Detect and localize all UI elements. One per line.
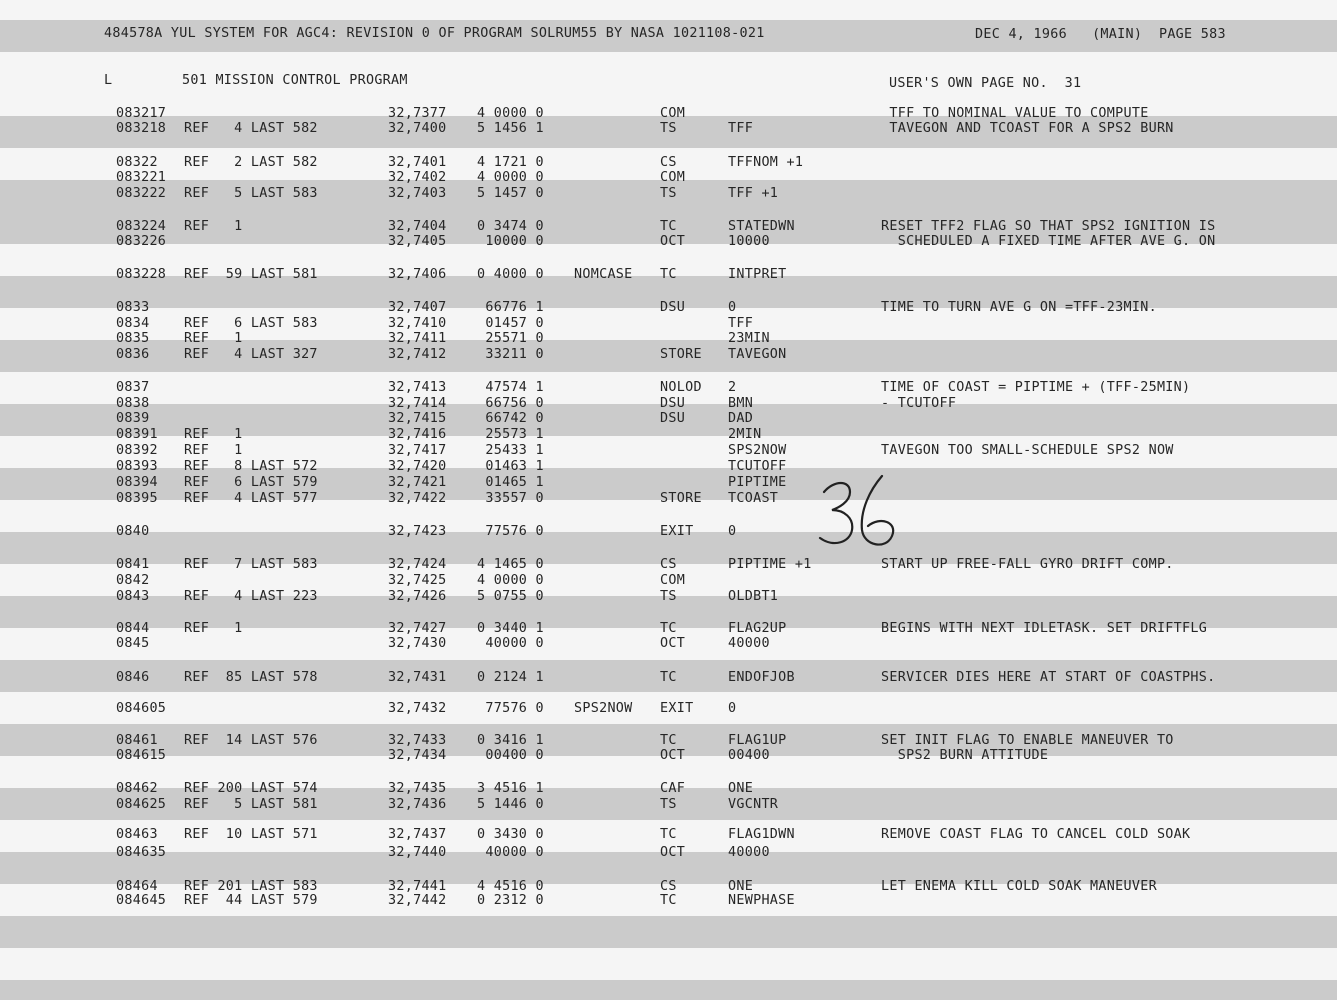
- line-octal-word: 0 3430 0: [477, 827, 544, 842]
- listing-header-date-page: DEC 4, 1966 (MAIN) PAGE 583: [975, 27, 1226, 42]
- line-sequence-number: 08461: [116, 733, 158, 748]
- line-location: 32,7424: [388, 557, 447, 572]
- line-address: 23MIN: [728, 331, 770, 346]
- line-octal-word: 10000 0: [477, 234, 544, 249]
- line-address: TFF +1: [728, 186, 779, 201]
- line-address: ONE: [728, 879, 754, 894]
- line-address: FLAG1DWN: [728, 827, 795, 842]
- line-octal-word: 0 2312 0: [477, 893, 544, 908]
- line-address: VGCNTR: [728, 797, 779, 812]
- line-location: 32,7377: [388, 106, 447, 121]
- program-title: 501 MISSION CONTROL PROGRAM: [182, 73, 408, 88]
- line-comment: - TCUTOFF: [881, 396, 957, 411]
- line-opcode: COM: [660, 573, 686, 588]
- line-location: 32,7407: [388, 300, 447, 315]
- line-opcode: EXIT: [660, 701, 694, 716]
- line-reference: REF 2 LAST 582: [184, 155, 318, 170]
- line-opcode: TS: [660, 797, 677, 812]
- line-octal-word: 40000 0: [477, 636, 544, 651]
- line-opcode: CS: [660, 557, 677, 572]
- line-reference: REF 201 LAST 583: [184, 879, 318, 894]
- line-location: 32,7413: [388, 380, 447, 395]
- line-opcode: OCT: [660, 636, 686, 651]
- line-address: TCOAST: [728, 491, 779, 506]
- line-octal-word: 5 0755 0: [477, 589, 544, 604]
- line-location: 32,7404: [388, 219, 447, 234]
- line-octal-word: 33557 0: [477, 491, 544, 506]
- line-sequence-number: 0846: [116, 670, 150, 685]
- line-opcode: TC: [660, 893, 677, 908]
- line-sequence-number: 0843: [116, 589, 150, 604]
- line-reference: REF 14 LAST 576: [184, 733, 318, 748]
- line-sequence-number: 084605: [116, 701, 167, 716]
- line-label: SPS2NOW: [574, 701, 633, 716]
- line-comment: SCHEDULED A FIXED TIME AFTER AVE G. ON: [881, 234, 1216, 249]
- line-location: 32,7415: [388, 411, 447, 426]
- line-opcode: TC: [660, 621, 677, 636]
- line-reference: REF 1: [184, 621, 243, 636]
- line-opcode: OCT: [660, 748, 686, 763]
- line-sequence-number: 083218: [116, 121, 167, 136]
- line-location: 32,7442: [388, 893, 447, 908]
- line-octal-word: 40000 0: [477, 845, 544, 860]
- line-opcode: STORE: [660, 491, 702, 506]
- line-address: DAD: [728, 411, 754, 426]
- line-location: 32,7422: [388, 491, 447, 506]
- line-octal-word: 0 3440 1: [477, 621, 544, 636]
- line-sequence-number: 083221: [116, 170, 167, 185]
- line-sequence-number: 0845: [116, 636, 150, 651]
- line-reference: REF 7 LAST 583: [184, 557, 318, 572]
- line-octal-word: 0 4000 0: [477, 267, 544, 282]
- line-address: STATEDWN: [728, 219, 795, 234]
- line-address: 10000: [728, 234, 770, 249]
- line-reference: REF 5 LAST 583: [184, 186, 318, 201]
- line-sequence-number: 0837: [116, 380, 150, 395]
- line-sequence-number: 08391: [116, 427, 158, 442]
- line-octal-word: 25433 1: [477, 443, 544, 458]
- line-octal-word: 66776 1: [477, 300, 544, 315]
- line-location: 32,7410: [388, 316, 447, 331]
- line-comment: SPS2 BURN ATTITUDE: [881, 748, 1049, 763]
- paper-band: [0, 916, 1337, 948]
- line-octal-word: 77576 0: [477, 524, 544, 539]
- line-location: 32,7437: [388, 827, 447, 842]
- line-sequence-number: 0834: [116, 316, 150, 331]
- line-address: OLDBT1: [728, 589, 779, 604]
- line-octal-word: 0 3416 1: [477, 733, 544, 748]
- line-location: 32,7430: [388, 636, 447, 651]
- line-octal-word: 3 4516 1: [477, 781, 544, 796]
- line-comment: TIME OF COAST = PIPTIME + (TFF-25MIN): [881, 380, 1191, 395]
- line-octal-word: 00400 0: [477, 748, 544, 763]
- line-comment: BEGINS WITH NEXT IDLETASK. SET DRIFTFLG: [881, 621, 1208, 636]
- line-sequence-number: 084635: [116, 845, 167, 860]
- line-address: FLAG1UP: [728, 733, 787, 748]
- line-location: 32,7432: [388, 701, 447, 716]
- line-sequence-number: 0841: [116, 557, 150, 572]
- line-sequence-number: 08463: [116, 827, 158, 842]
- line-location: 32,7436: [388, 797, 447, 812]
- paper-band: [0, 980, 1337, 1000]
- line-octal-word: 01457 0: [477, 316, 544, 331]
- line-location: 32,7401: [388, 155, 447, 170]
- line-reference: REF 8 LAST 572: [184, 459, 318, 474]
- line-address: 0: [728, 300, 737, 315]
- line-location: 32,7411: [388, 331, 447, 346]
- line-octal-word: 77576 0: [477, 701, 544, 716]
- line-location: 32,7434: [388, 748, 447, 763]
- line-opcode: CS: [660, 155, 677, 170]
- line-address: TCUTOFF: [728, 459, 787, 474]
- line-comment: TAVEGON TOO SMALL-SCHEDULE SPS2 NOW: [881, 443, 1174, 458]
- listing-marker: L: [104, 73, 113, 88]
- line-location: 32,7406: [388, 267, 447, 282]
- line-reference: REF 6 LAST 583: [184, 316, 318, 331]
- line-sequence-number: 0833: [116, 300, 150, 315]
- line-octal-word: 4 1721 0: [477, 155, 544, 170]
- line-octal-word: 4 1465 0: [477, 557, 544, 572]
- line-sequence-number: 083224: [116, 219, 167, 234]
- line-opcode: CS: [660, 879, 677, 894]
- line-comment: RESET TFF2 FLAG SO THAT SPS2 IGNITION IS: [881, 219, 1216, 234]
- line-address: 0: [728, 524, 737, 539]
- line-address: TFF: [728, 316, 754, 331]
- line-address: TAVEGON: [728, 347, 787, 362]
- line-location: 32,7416: [388, 427, 447, 442]
- line-sequence-number: 0836: [116, 347, 150, 362]
- line-octal-word: 25571 0: [477, 331, 544, 346]
- line-sequence-number: 084645: [116, 893, 167, 908]
- line-comment: TAVEGON AND TCOAST FOR A SPS2 BURN: [881, 121, 1174, 136]
- line-address: 2: [728, 380, 737, 395]
- line-sequence-number: 0838: [116, 396, 150, 411]
- line-sequence-number: 08394: [116, 475, 158, 490]
- line-sequence-number: 084625: [116, 797, 167, 812]
- line-reference: REF 1: [184, 443, 243, 458]
- line-comment: SERVICER DIES HERE AT START OF COASTPHS.: [881, 670, 1216, 685]
- line-reference: REF 1: [184, 219, 243, 234]
- line-opcode: COM: [660, 106, 686, 121]
- line-opcode: DSU: [660, 396, 686, 411]
- line-opcode: STORE: [660, 347, 702, 362]
- line-opcode: TS: [660, 186, 677, 201]
- handwritten-page-number: [810, 470, 920, 560]
- line-location: 32,7414: [388, 396, 447, 411]
- line-location: 32,7402: [388, 170, 447, 185]
- line-reference: REF 5 LAST 581: [184, 797, 318, 812]
- line-opcode: TC: [660, 827, 677, 842]
- line-sequence-number: 084615: [116, 748, 167, 763]
- line-sequence-number: 0842: [116, 573, 150, 588]
- line-address: 00400: [728, 748, 770, 763]
- line-opcode: COM: [660, 170, 686, 185]
- line-address: 2MIN: [728, 427, 762, 442]
- line-opcode: DSU: [660, 300, 686, 315]
- line-opcode: TC: [660, 267, 677, 282]
- line-octal-word: 66742 0: [477, 411, 544, 426]
- line-reference: REF 4 LAST 223: [184, 589, 318, 604]
- line-reference: REF 59 LAST 581: [184, 267, 318, 282]
- line-location: 32,7421: [388, 475, 447, 490]
- line-location: 32,7425: [388, 573, 447, 588]
- line-location: 32,7405: [388, 234, 447, 249]
- line-comment: LET ENEMA KILL COLD SOAK MANEUVER: [881, 879, 1157, 894]
- line-opcode: TS: [660, 589, 677, 604]
- user-page-number: USER'S OWN PAGE NO. 31: [889, 76, 1082, 91]
- line-reference: REF 4 LAST 327: [184, 347, 318, 362]
- line-opcode: TS: [660, 121, 677, 136]
- line-address: NEWPHASE: [728, 893, 795, 908]
- line-octal-word: 5 1446 0: [477, 797, 544, 812]
- line-address: SPS2NOW: [728, 443, 787, 458]
- line-opcode: OCT: [660, 845, 686, 860]
- line-address: PIPTIME +1: [728, 557, 812, 572]
- line-sequence-number: 0844: [116, 621, 150, 636]
- line-comment: SET INIT FLAG TO ENABLE MANEUVER TO: [881, 733, 1174, 748]
- line-sequence-number: 0840: [116, 524, 150, 539]
- line-reference: REF 1: [184, 331, 243, 346]
- line-address: PIPTIME: [728, 475, 787, 490]
- line-reference: REF 1: [184, 427, 243, 442]
- line-address: 0: [728, 701, 737, 716]
- line-location: 32,7431: [388, 670, 447, 685]
- line-address: 40000: [728, 636, 770, 651]
- line-sequence-number: 08464: [116, 879, 158, 894]
- line-sequence-number: 083217: [116, 106, 167, 121]
- line-address: 40000: [728, 845, 770, 860]
- line-opcode: NOLOD: [660, 380, 702, 395]
- line-address: BMN: [728, 396, 754, 411]
- line-comment: TFF TO NOMINAL VALUE TO COMPUTE: [881, 106, 1149, 121]
- line-octal-word: 01463 1: [477, 459, 544, 474]
- line-sequence-number: 0839: [116, 411, 150, 426]
- line-reference: REF 6 LAST 579: [184, 475, 318, 490]
- line-reference: REF 4 LAST 582: [184, 121, 318, 136]
- line-octal-word: 0 3474 0: [477, 219, 544, 234]
- line-sequence-number: 083222: [116, 186, 167, 201]
- line-opcode: CAF: [660, 781, 686, 796]
- line-reference: REF 44 LAST 579: [184, 893, 318, 908]
- line-comment: START UP FREE-FALL GYRO DRIFT COMP.: [881, 557, 1174, 572]
- line-octal-word: 4 4516 0: [477, 879, 544, 894]
- line-octal-word: 5 1456 1: [477, 121, 544, 136]
- line-reference: REF 85 LAST 578: [184, 670, 318, 685]
- line-comment: REMOVE COAST FLAG TO CANCEL COLD SOAK: [881, 827, 1191, 842]
- line-location: 32,7435: [388, 781, 447, 796]
- line-location: 32,7423: [388, 524, 447, 539]
- line-location: 32,7427: [388, 621, 447, 636]
- line-sequence-number: 08395: [116, 491, 158, 506]
- line-octal-word: 5 1457 0: [477, 186, 544, 201]
- line-location: 32,7412: [388, 347, 447, 362]
- line-octal-word: 0 2124 1: [477, 670, 544, 685]
- listing-header-title: 484578A YUL SYSTEM FOR AGC4: REVISION 0 OF PROGRAM SOLRUM55 BY NASA 1021108-021: [104, 26, 765, 41]
- line-reference: REF 200 LAST 574: [184, 781, 318, 796]
- line-opcode: TC: [660, 670, 677, 685]
- line-location: 32,7420: [388, 459, 447, 474]
- line-sequence-number: 08462: [116, 781, 158, 796]
- line-location: 32,7433: [388, 733, 447, 748]
- line-sequence-number: 083226: [116, 234, 167, 249]
- line-octal-word: 01465 1: [477, 475, 544, 490]
- line-opcode: TC: [660, 219, 677, 234]
- line-address: TFF: [728, 121, 754, 136]
- line-reference: REF 4 LAST 577: [184, 491, 318, 506]
- line-octal-word: 4 0000 0: [477, 106, 544, 121]
- line-octal-word: 47574 1: [477, 380, 544, 395]
- line-opcode: EXIT: [660, 524, 694, 539]
- line-address: ONE: [728, 781, 754, 796]
- line-location: 32,7441: [388, 879, 447, 894]
- line-location: 32,7400: [388, 121, 447, 136]
- line-location: 32,7417: [388, 443, 447, 458]
- line-address: TFFNOM +1: [728, 155, 804, 170]
- line-octal-word: 33211 0: [477, 347, 544, 362]
- line-sequence-number: 083228: [116, 267, 167, 282]
- line-sequence-number: 08392: [116, 443, 158, 458]
- line-opcode: DSU: [660, 411, 686, 426]
- line-location: 32,7440: [388, 845, 447, 860]
- line-sequence-number: 08393: [116, 459, 158, 474]
- line-octal-word: 25573 1: [477, 427, 544, 442]
- line-octal-word: 4 0000 0: [477, 573, 544, 588]
- line-address: FLAG2UP: [728, 621, 787, 636]
- line-address: INTPRET: [728, 267, 787, 282]
- line-comment: TIME TO TURN AVE G ON =TFF-23MIN.: [881, 300, 1157, 315]
- line-octal-word: 4 0000 0: [477, 170, 544, 185]
- line-reference: REF 10 LAST 571: [184, 827, 318, 842]
- line-address: ENDOFJOB: [728, 670, 795, 685]
- line-sequence-number: 08322: [116, 155, 158, 170]
- line-sequence-number: 0835: [116, 331, 150, 346]
- line-opcode: OCT: [660, 234, 686, 249]
- line-location: 32,7403: [388, 186, 447, 201]
- line-octal-word: 66756 0: [477, 396, 544, 411]
- line-label: NOMCASE: [574, 267, 633, 282]
- line-opcode: TC: [660, 733, 677, 748]
- line-location: 32,7426: [388, 589, 447, 604]
